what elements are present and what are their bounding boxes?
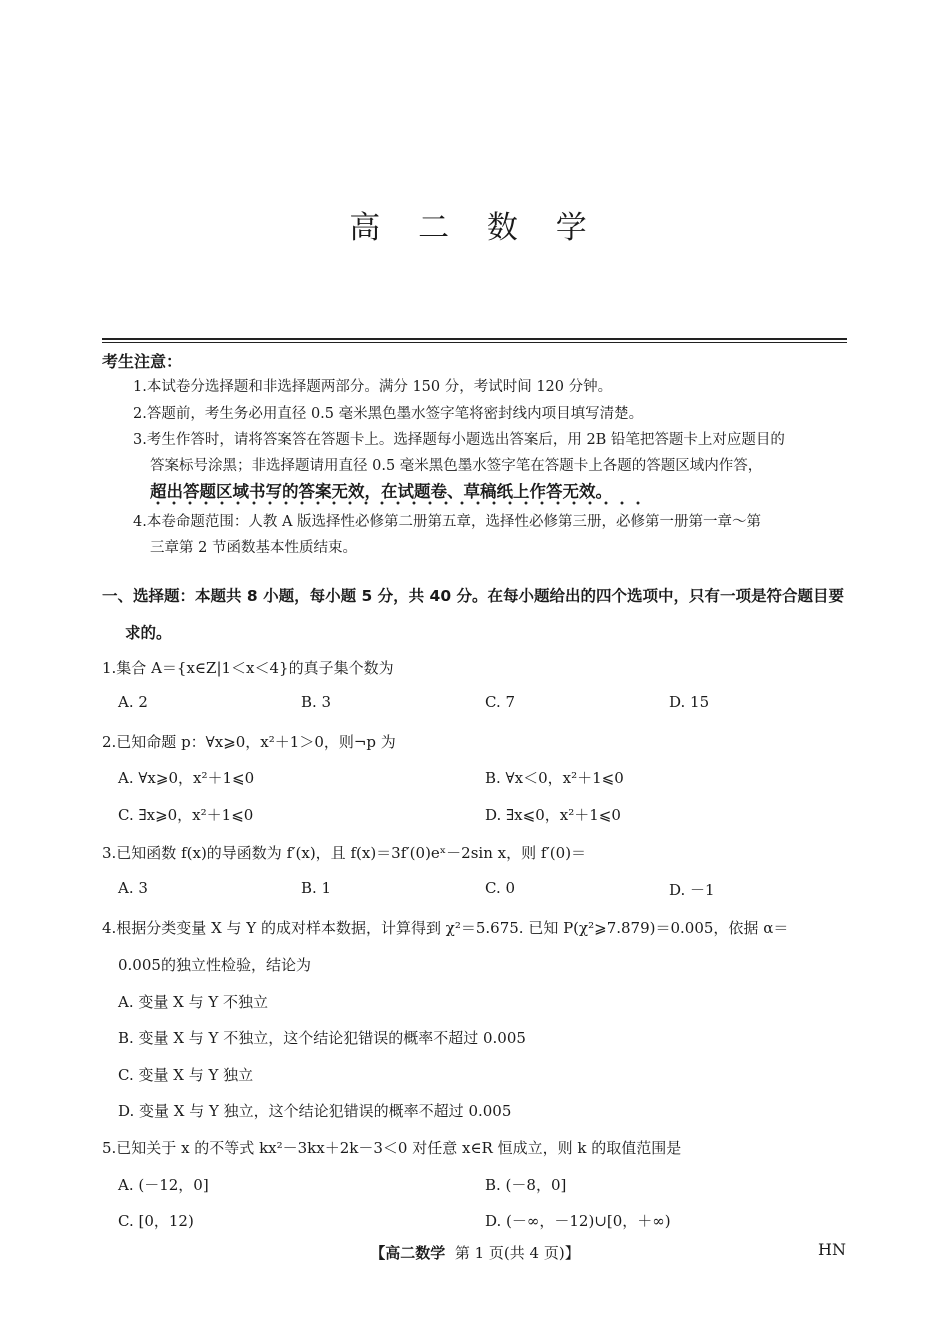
question-4-cont: 0.005的独立性检验，结论为 [118, 956, 311, 974]
q1-option-a: A. 2 [118, 693, 148, 711]
question-1: 1.集合 A＝{x∈Z|1＜x＜4}的真子集个数为 [102, 659, 394, 677]
q3-option-a: A. 3 [118, 879, 148, 897]
q5-option-d: D. (－∞，－12)∪[0，＋∞) [485, 1212, 671, 1230]
q5-option-c: C. [0，12) [118, 1212, 194, 1230]
q2-option-a: A. ∀x⩾0，x²＋1⩽0 [118, 769, 255, 787]
section-heading-cont: 求的。 [125, 624, 172, 642]
question-2: 2.已知命题 p：∀x⩾0，x²＋1＞0，则¬p 为 [102, 733, 396, 751]
q3-option-d: D. －1 [669, 881, 715, 899]
notice-item-3: 3.考生作答时，请将答案答在答题卡上。选择题每小题选出答案后，用 2B 铅笔把答题卡上对应题目的 [133, 432, 785, 448]
notice-item-1: 1.本试卷分选择题和非选择题两部分。满分 150 分，考试时间 120 分钟。 [133, 379, 613, 395]
page-footer [0, 1242, 950, 1263]
notice-emphasis: 超出答题区域书写的答案无效，在试题卷、草稿纸上作答无效。 [150, 482, 612, 501]
question-3: 3.已知函数 f(x)的导函数为 f′(x)，且 f(x)＝3f′(0)eˣ－2sin x，则 f′(0)＝ [102, 844, 587, 862]
notice-heading: 考生注意： [102, 352, 183, 371]
q3-option-c: C. 0 [485, 879, 516, 897]
notice-item-3-cont: 答案标号涂黑；非选择题请用直径 0.5 毫米黑色墨水签字笔在答题卡上各题的答题区域内作答， [150, 458, 763, 474]
footer-page-number: 第 1 页(共 4 页)】 [454, 1244, 580, 1262]
exam-title: 高 二 数 学 [349, 210, 601, 246]
q4-option-a: A. 变量 X 与 Y 不独立 [118, 993, 269, 1011]
q1-option-c: C. 7 [485, 693, 516, 711]
notice-item-2: 2.答题前，考生务必用直径 0.5 毫米黑色墨水签字笔将密封线内项目填写清楚。 [133, 406, 644, 422]
q3-option-b: B. 1 [301, 879, 332, 897]
question-5: 5.已知关于 x 的不等式 kx²－3kx＋2k－3＜0 对任意 x∈R 恒成立，则 k 的取值范围是 [102, 1139, 682, 1157]
q2-option-c: C. ∃x⩾0，x²＋1⩽0 [118, 806, 254, 824]
section-heading: 一、选择题：本题共 8 小题，每小题 5 分，共 40 分。在每小题给出的四个选项中，只有一项是符合题目要 [102, 587, 845, 605]
question-4: 4.根据分类变量 X 与 Y 的成对样本数据，计算得到 χ²＝5.675. 已知 P(χ²⩾7.879)＝0.005，依据 α＝ [102, 919, 789, 937]
footer-label: 【高二数学 [370, 1244, 446, 1262]
emphasis-dots [150, 501, 640, 505]
q4-option-b: B. 变量 X 与 Y 不独立，这个结论犯错误的概率不超过 0.005 [118, 1029, 526, 1047]
q1-option-b: B. 3 [301, 693, 332, 711]
q2-option-d: D. ∃x⩽0，x²＋1⩽0 [485, 806, 621, 824]
q2-option-b: B. ∀x＜0，x²＋1⩽0 [485, 769, 624, 787]
q4-option-d: D. 变量 X 与 Y 独立，这个结论犯错误的概率不超过 0.005 [118, 1102, 512, 1120]
header-rule-thin [102, 342, 847, 343]
q5-option-a: A. (－12，0] [118, 1176, 209, 1194]
notice-item-4-cont: 三章第 2 节函数基本性质结束。 [150, 540, 357, 556]
header-rule-thick [102, 338, 847, 340]
q1-option-d: D. 15 [669, 693, 710, 711]
region-code: HN [818, 1240, 846, 1259]
notice-item-4: 4.本卷命题范围：人教 A 版选择性必修第二册第五章，选择性必修第三册，必修第一册第一章～第 [133, 514, 762, 530]
q5-option-b: B. (－8，0] [485, 1176, 567, 1194]
q4-option-c: C. 变量 X 与 Y 独立 [118, 1066, 254, 1084]
